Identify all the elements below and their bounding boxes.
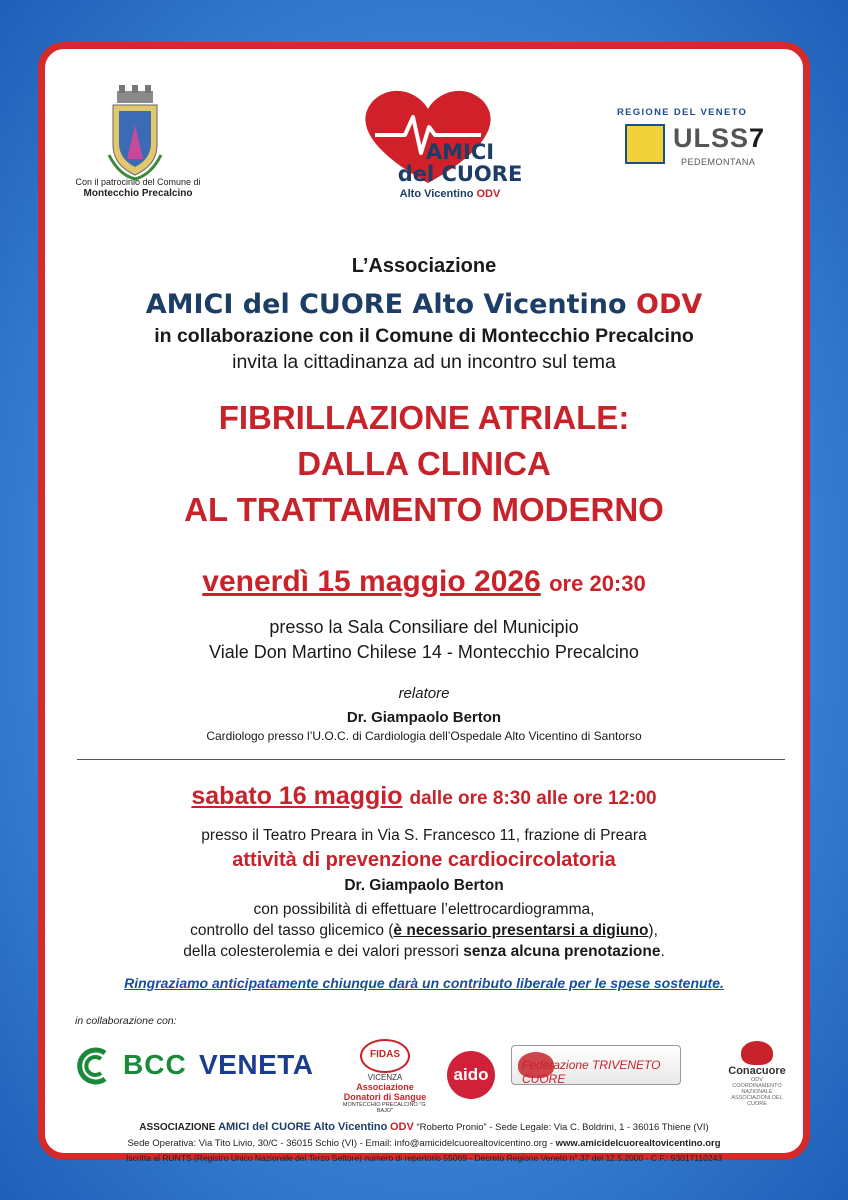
footer-line2 <box>45 1138 803 1149</box>
event-title <box>45 395 803 533</box>
logo-line2: del CUORE <box>397 162 523 186</box>
bcc-logo-icon <box>75 1045 117 1087</box>
fidas-mark: FIDAS <box>360 1039 410 1073</box>
fidas-assoc-line2: Donatori di Sangue <box>343 1092 427 1102</box>
conacuore-wordmark: Conacuore <box>728 1065 786 1077</box>
footer-registry: Iscritta al RUNTS (Registro Unico Nazionale del Terzo Settore) numero di repertorio 55069 - Decreto Regione Veneto n° 37 del 12.5.2000 - C.F.: 93017110243 <box>125 1153 723 1163</box>
event2-activity: attività di prevenzione cardiocircolatoria <box>232 849 616 871</box>
association-name-odv: ODV <box>636 289 703 320</box>
conacuore-heart-icon <box>741 1041 773 1065</box>
ulss-number: 7 <box>749 123 766 153</box>
ulss-wordmark <box>673 123 765 154</box>
speaker-name: Dr. Giampaolo Berton <box>346 709 502 726</box>
event1-location-line2: Viale Don Martino Chilese 14 - Montecchio Precalcino <box>209 642 639 662</box>
logo-sub-odv: ODV <box>476 188 501 200</box>
bcc-wordmark: BCC <box>123 1049 187 1080</box>
lion-of-saint-mark-icon <box>625 124 665 164</box>
association-name-main: AMICI del CUORE Alto Vicentino <box>145 289 627 320</box>
event2-detail-line3 <box>45 941 803 962</box>
conacuore-odv: ODV <box>751 1077 763 1083</box>
speaker-description: Cardiologo presso l’U.O.C. di Cardiologia dell’Ospedale Alto Vicentino di Santorso <box>206 729 642 743</box>
patronage-text: Con il patrocinio del Comune di <box>75 177 201 187</box>
event1-location <box>45 615 803 665</box>
federazione-text: Federazione TRIVENETO CUORE <box>522 1058 661 1086</box>
logo-wordmark <box>385 141 535 185</box>
title-line1: FIBRILLAZIONE ATRIALE: <box>218 399 630 436</box>
fidas-assoc-line3: MONTECCHIO PRECALCINO "G. BAJO" <box>342 1102 428 1114</box>
detail-text: . <box>660 943 665 960</box>
conacuore-sub: COORDINAMENTO NAZIONALE ASSOCIAZIONI DEL CUORE <box>731 1083 783 1107</box>
event2-doctor: Dr. Giampaolo Berton <box>344 877 504 894</box>
footer-odv: ODV <box>390 1121 414 1133</box>
divider <box>77 759 785 760</box>
fidas-sub: VICENZA <box>367 1073 403 1082</box>
event2-details <box>45 899 803 962</box>
detail-text: della colesterolemia e dei valori pressori <box>183 943 464 960</box>
event1-location-line1: presso la Sala Consiliare del Municipio <box>269 617 579 637</box>
logo-sub <box>375 188 525 200</box>
logo-sub-text: Alto Vicentino <box>399 188 474 200</box>
event2-date-line <box>45 782 803 811</box>
fidas-logo <box>335 1039 435 1114</box>
no-booking-note: senza alcuna prenotazione <box>463 943 661 960</box>
event2-detail-line2 <box>45 920 803 941</box>
event2-detail-line1: con possibilità di effettuare l’elettrocardiogramma, <box>253 901 595 918</box>
event1-date-line <box>45 565 803 599</box>
footer-address: “Roberto Pronio” - Sede Legale: Via C. Boldrini, 1 - 36016 Thiene (VI) <box>416 1122 709 1133</box>
invitation-line: invita la cittadinanza ad un incontro sul tema <box>232 351 616 373</box>
event2-location: presso il Teatro Preara in Via S. Francesco 11, frazione di Preara <box>201 827 647 844</box>
collaboration-label: in collaborazione con: <box>75 1015 177 1027</box>
detail-text: controllo del tasso glicemico ( <box>190 922 394 939</box>
event1-time: ore 20:30 <box>549 571 646 596</box>
logo-line1: AMICI <box>425 140 495 164</box>
comune-name: Montecchio Precalcino <box>83 188 193 199</box>
fidas-assoc-line1: Associazione <box>356 1082 414 1092</box>
region-label: REGIONE DEL VENETO <box>617 107 748 118</box>
conacuore-logo <box>727 1041 787 1107</box>
poster-card <box>38 42 810 1163</box>
ulss-sub: PEDEMONTANA <box>681 157 756 167</box>
ulss-text: ULSS <box>673 123 750 153</box>
event1-date: venerdì 15 maggio 2026 <box>202 565 541 598</box>
association-name <box>45 289 803 320</box>
footer-line1 <box>45 1121 803 1133</box>
federazione-logo <box>511 1045 681 1085</box>
thanks-note: Ringraziamo anticipatamente chiunque darà un contributo liberale per le spese sostenute. <box>124 975 724 991</box>
veneta-wordmark: VENETA <box>199 1049 314 1080</box>
event2-time: dalle ore 8:30 alle ore 12:00 <box>409 788 657 809</box>
title-line3: AL TRATTAMENTO MODERNO <box>184 491 664 528</box>
title-line2: DALLA CLINICA <box>297 445 551 482</box>
collaboration-line: in collaborazione con il Comune di Montecchio Precalcino <box>154 325 694 347</box>
comune-crest-icon <box>105 85 165 181</box>
footer-brand: AMICI del CUORE Alto Vicentino <box>218 1121 388 1133</box>
intro-line1: L’Associazione <box>351 255 497 277</box>
footer-website-link[interactable]: www.amicidelcuorealtovicentino.org <box>555 1138 721 1149</box>
patronage-note <box>63 177 213 199</box>
footer-contact: Sede Operativa: Via Tito Livio, 30/C - 36015 Schio (VI) - Email: info@amicidelcuorealtovicentino.org - <box>127 1138 556 1149</box>
event2-date: sabato 16 maggio <box>191 782 403 810</box>
footer-assoc-label: ASSOCIAZIONE <box>139 1122 216 1133</box>
aido-logo: aido <box>447 1051 495 1099</box>
speaker-label: relatore <box>398 685 450 702</box>
detail-text: ), <box>648 922 658 939</box>
fasting-note: è necessario presentarsi a digiuno <box>393 922 649 939</box>
